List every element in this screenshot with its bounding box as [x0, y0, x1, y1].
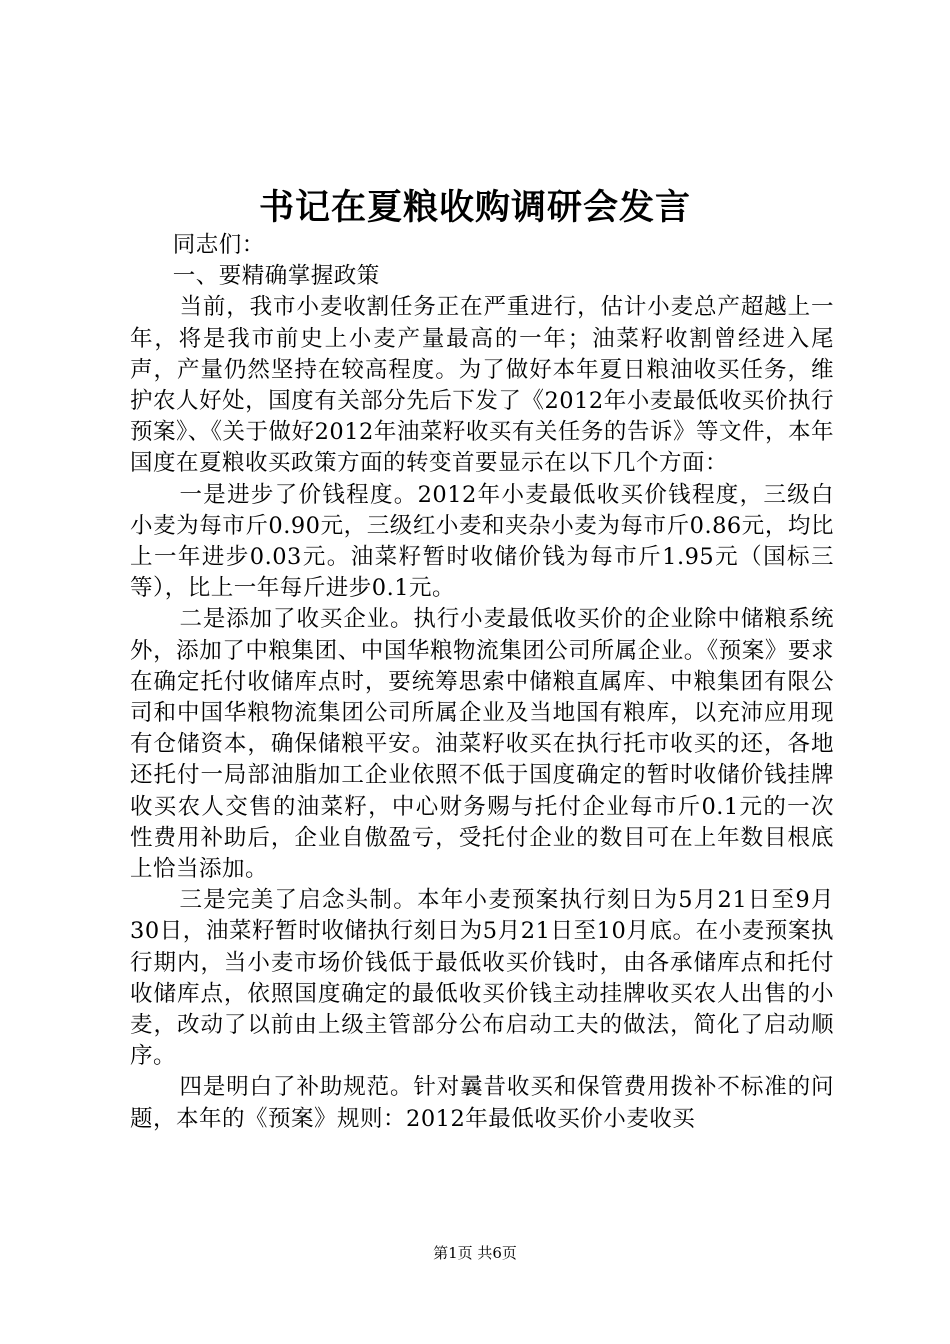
salutation: 同志们： [172, 232, 265, 258]
body-paragraph: 三是完美了启念头制。本年小麦预案执行刻日为5月21日至9月30日，油菜籽暂时收储执行刻日为5月21日至10月底。在小麦预案执行期内，当小麦市场价钱低于最低收买价钱时，由各承储库点和托付收储库点，依照国度确定的最低收买价钱主动挂牌收买农人出售的小麦，改动了以前由上级主管部分公布启动工夫的做法，简化了启动顺序。 [130, 887, 834, 1070]
document-body [130, 230, 834, 1135]
body-paragraph: 当前，我市小麦收割任务正在严重进行，估计小麦总产超越上一年，将是我市前史上小麦产量最高的一年；油菜籽收割曾经进入尾声，产量仍然坚持在较高程度。为了做好本年夏日粮油收买任务，维护农人好处，国度有关部分先后下发了《2012年小麦最低收买价执行预案》、《关于做好2012年油菜籽收买有关任务的告诉》等文件，本年国度在夏粮收买政策方面的转变首要显示在以下几个方面： [130, 294, 834, 477]
body-paragraph: 四是明白了补助规范。针对曩昔收买和保管费用拨补不标准的问题，本年的《预案》规则：2012年最低收买价小麦收买 [130, 1074, 834, 1132]
body-paragraph: 二是添加了收买企业。执行小麦最低收买价的企业除中储粮系统外，添加了中粮集团、中国华粮物流集团公司所属企业。《预案》要求在确定托付收储库点时，要统筹思索中储粮直属库、中粮集团有限公司和中国华粮物流集团公司所属企业及当地国有粮库，以充沛应用现有仓储资本，确保储粮平安。油菜籽收买在执行托市收买的还，各地还托付一局部油脂加工企业依照不低于国度确定的暂时收储价钱挂牌收买农人交售的油菜籽，中心财务赐与托付企业每市斤0.1元的一次性费用补助后，企业自傲盈亏，受托付企业的数目可在上年数目根底上恰当添加。 [130, 606, 834, 883]
document-title: 书记在夏粮收购调研会发言 [258, 187, 691, 228]
page-footer: 第1页 共6页 [433, 1244, 517, 1262]
body-paragraph: 一是进步了价钱程度。2012年小麦最低收买价钱程度，三级白小麦为每市斤0.90元，三级红小麦和夹杂小麦为每市斤0.86元，均比上一年进步0.03元。油菜籽暂时收储价钱为每市斤1.95元（国标三等），比上一年每斤进步0.1元。 [130, 481, 834, 602]
section-heading: 一、要精确掌握政策 [172, 263, 380, 290]
